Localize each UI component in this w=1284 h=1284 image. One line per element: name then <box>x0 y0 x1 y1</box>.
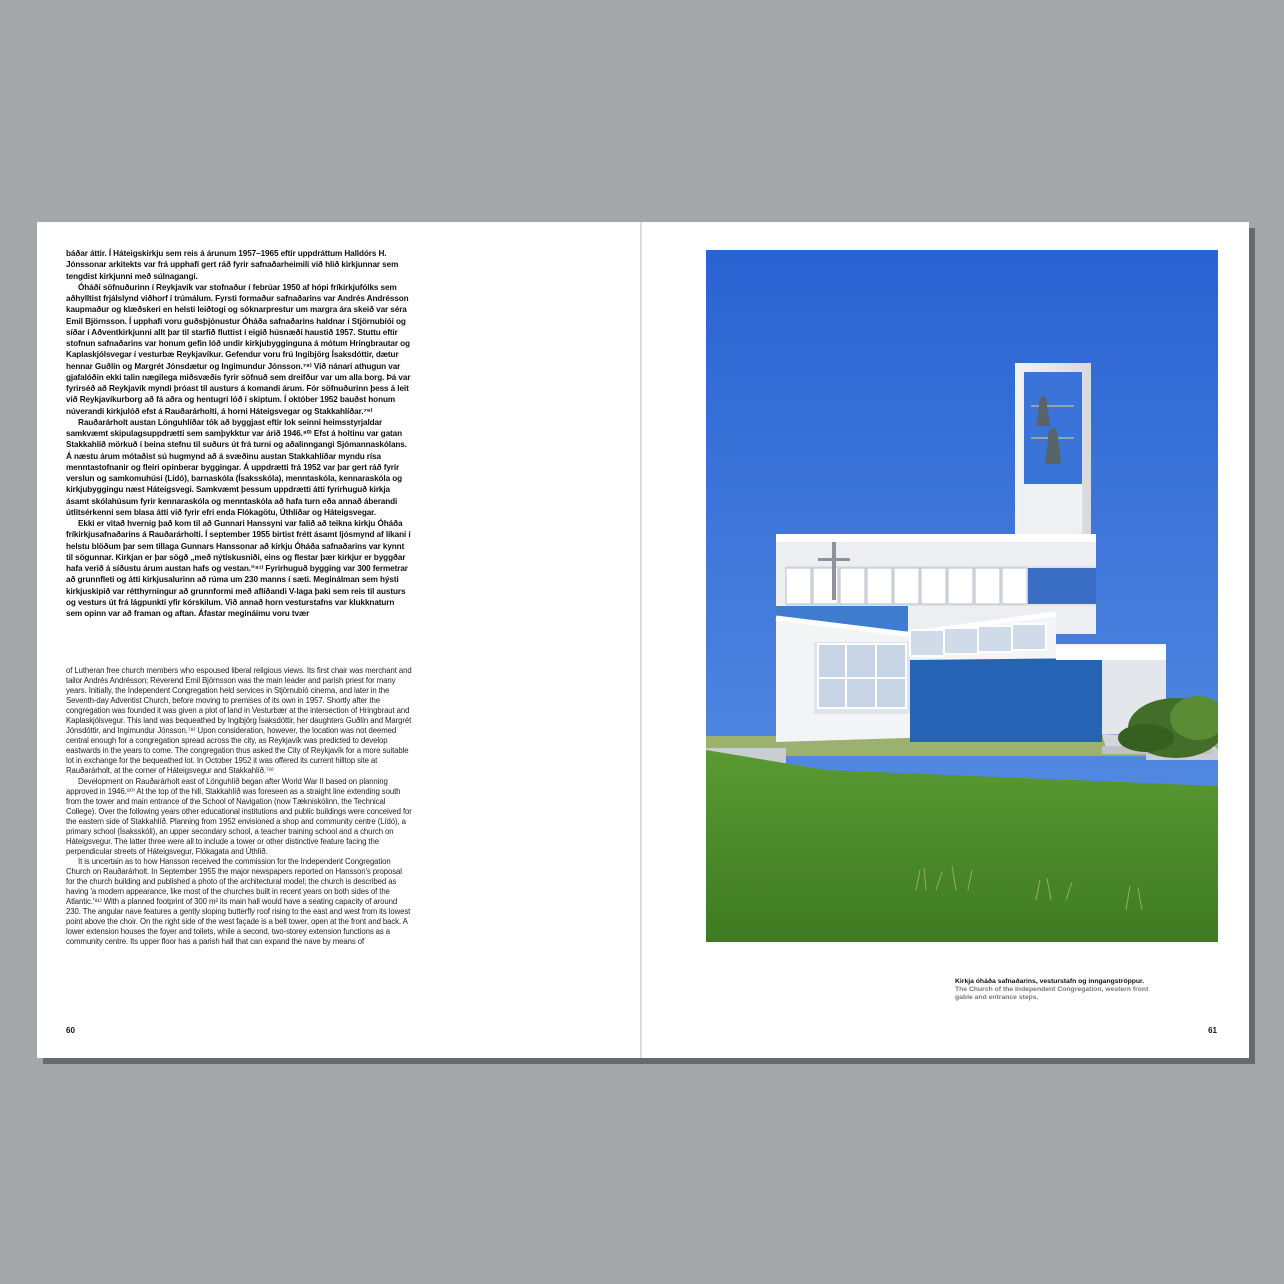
page-number-right: 61 <box>1208 1026 1217 1035</box>
english-text-column <box>66 666 412 947</box>
english-paragraph: of Lutheran free church members who espoused liberal religious views. Its first chair was merchant and tailor Andrés Andrésson; Reverend Emil Björnsson was the main leader and parish priest for many years. Initially, the Independent Congregation held services in Stjörnubíó cinema, and later in the Seventh-day Adventist Church, before moving to premises of its own in 1957. Shortly after the congregation was founded it was given a plot of land in Vesturbær at the intersection of Hringbraut and Kaplaskjólsvegur. This land was bequeathed by Ingibjörg Ísaksdóttir, her daughters Guðlín and Margrét Jónsdóttir, and Ingimundur Jónsson.⁷⁸⁾ Upon consideration, however, the location was not deemed central enough for a congregation spread across the city, as Reykjavík was predicted to develop eastwards in the years to come. The congregation thus asked the City of Reykjavík for a more suitable lot in exchange for the bequeathed lot. In October 1952 it was offered its current hilltop site at Rauðarárholt, at the corner of Háteigsvegur and Stakkahlíð.⁷⁹⁾ <box>66 666 412 776</box>
right-page <box>642 222 1249 1058</box>
page-number-left: 60 <box>66 1026 75 1035</box>
icelandic-paragraph: Rauðarárholt austan Lönguhlíðar tók að byggjast eftir lok seinni heimsstyrjaldar samkvæmt skipulagsuppdrætti sem samþykktur var árið 1946.⁸⁰⁾ Efst á holtinu var gatan Stakkahlíð mörkuð í beina stefnu til suðurs út frá turni og aðalinngangi Sjómannaskólans. Á næstu árum mótaðist sú hugmynd að á svæðinu austan Stakkahlíðar myndu rísa menntastofnanir og fleiri opinberar byggingar. Á uppdrætti frá 1952 var þar gert ráð fyrir verslun og samkomuhúsi (Lídó), barnaskóla (Ísaksskóla), menntaskóla, kennaraskóla og kirkjubyggingu næst Háteigsvegi. Samkvæmt þessum uppdrætti átti fyrirhuguð kirkja ásamt skólahúsum fyrir kennaraskóla og menntaskóla að hafa turn eða annað áberandi útlitsérkenni sem blasa átti við fyrir efri enda Flókagötu, Úthlíðar og Háteigsvegar. <box>66 417 407 517</box>
book-spread <box>37 222 1249 1058</box>
icelandic-paragraph: Ekki er vitað hvernig það kom til að Gunnari Hanssyni var falið að teikna kirkju Óháða fríkirkjusafnaðarins á Rauðarárholti. Í september 1955 birtist frétt ásamt ljósmynd af líkani í helstu blöðum þar sem tillaga Gunnars Hanssonar að kirkju Óháða safnaðarins var kynnt til sögunnar. Kirkjan er þar sögð „með nýtískusniði, eins og flestar þær kirkjur er byggðar hafa verið á síðustu árum austan hafs og vestan.“⁸¹⁾ Fyrirhuguð bygging var 300 fermetrar að grunnfleti og átti kirkjusalurinn að rúma um 230 manns í sæti. Meginálman sem hýsti kirkjuskipið var rétthyrningur að grunnformi með aflíðandi V-laga þaki sem reis til austurs og vesturs út frá lágpunkti yfir kórskilum. Við annað horn vesturstafns var klukknaturn sem opinn var að framan og aftan. Áfastar megináimu voru tvær <box>66 519 411 618</box>
photo-caption <box>955 978 1160 1003</box>
caption-english: The Church of the Independent Congregation, western front gable and entrance steps. <box>955 986 1149 1002</box>
english-paragraph: Development on Rauðarárholt east of Lönguhlíð began after World War II based on planning approved in 1946.⁸⁰⁾ At the top of the hill, Stakkahlíð was foreseen as a straight line extending south from the tower and main entrance of the School of Navigation (now Tækniskólinn, the Technical College). Over the following years other educational institutions and public buildings were conceived for the eastern side of Stakkahlíð. Planning from 1952 envisioned a shop and community centre (Lídó), a primary school (Ísaksskóli), an upper secondary school, a teacher training school and a church on Háteigsvegur. The latter three were all to include a tower or other distinctive feature facing the perpendicular streets of Háteigsvegur, Flókagata and Úthlíð. <box>66 776 412 856</box>
left-page <box>37 222 640 1058</box>
english-paragraph: It is uncertain as to how Hansson received the commission for the Independent Congregation Church on Rauðarárholt. In September 1955 the major newspapers reported on Hansson's proposal for the church building and published a photo of the architectural model; the church is described as having 'a modern appearance, like most of the churches built in recent years on both sides of the Atlantic.'⁸¹⁾ With a planned footprint of 300 m² its main hall would have a seating capacity of around 230. The angular nave features a gently sloping butterfly roof rising to the east and west from its lowest point above the choir. On the right side of the west façade is a bell tower, open at the front and back. A lower extension houses the foyer and toilets, while a second, two-storey extension functions as a community centre. Its upper floor has a parish hall that can expand the nave by means of <box>66 856 411 947</box>
icelandic-text-column <box>66 248 412 619</box>
church-photo <box>706 250 1218 942</box>
icelandic-paragraph: Óháði söfnuðurinn í Reykjavík var stofnaður í febrúar 1950 af hópi fríkirkjufólks sem aðhylltist frjálslynd viðhorf í trúmálum. Fyrsti formaður safnaðarins var Andrés Andrésson kaupmaður og klæðskeri en helsti leiðtogi og sóknarprestur um margra ára skeið var séra Emil Björnsson. Í upphafi voru guðsþjónustur Óháða safnaðarins haldnar í Stjörnubíói og síðar í Aðventkirkjunni allt þar til starfið fluttist í eigið húsnæði haustið 1957. Stuttu eftir stofnun safnaðarins var honum gefin lóð undir kirkjubygginguna á mótum Hringbrautar og Kaplaskjólsvegar í vesturbæ Reykjavíkur. Gefendur voru frú Ingibjörg Ísaksdóttir, dætur hennar Guðlín og Margrét Jónsdætur og Ingimundur Jónsson.⁷⁸⁾ Við nánari athugun var gjafalóðin ekki talin nægilega miðsvæðis fyrir söfnuð sem dreifður var um alla borg. Þá var fyrirséð að Reykjavík myndi þróast til austurs á komandi árum. Fór söfnuðurinn þess á leit við Reykjavíkurborg að fá aðra og hentugri lóð í skiptum. Í október 1952 bauðst honum núverandi kirkjulóð efst á Rauðarárholti, á horni Háteigsvegar og Stakkahlíðar.⁷⁹⁾ <box>66 282 411 416</box>
icelandic-paragraph: báðar áttir. Í Háteigskirkju sem reis á árunum 1957–1965 eftir uppdráttum Halldórs H. Jónssonar arkitekts var frá upphafi gert ráð fyrir safnaðarheimili við hlið kirkjunnar sem tengdist kirkjunni með súlnagangi. <box>66 249 399 281</box>
caption-icelandic: Kirkja óháða safnaðarins, vesturstafn og inngangströppur. <box>955 978 1145 985</box>
